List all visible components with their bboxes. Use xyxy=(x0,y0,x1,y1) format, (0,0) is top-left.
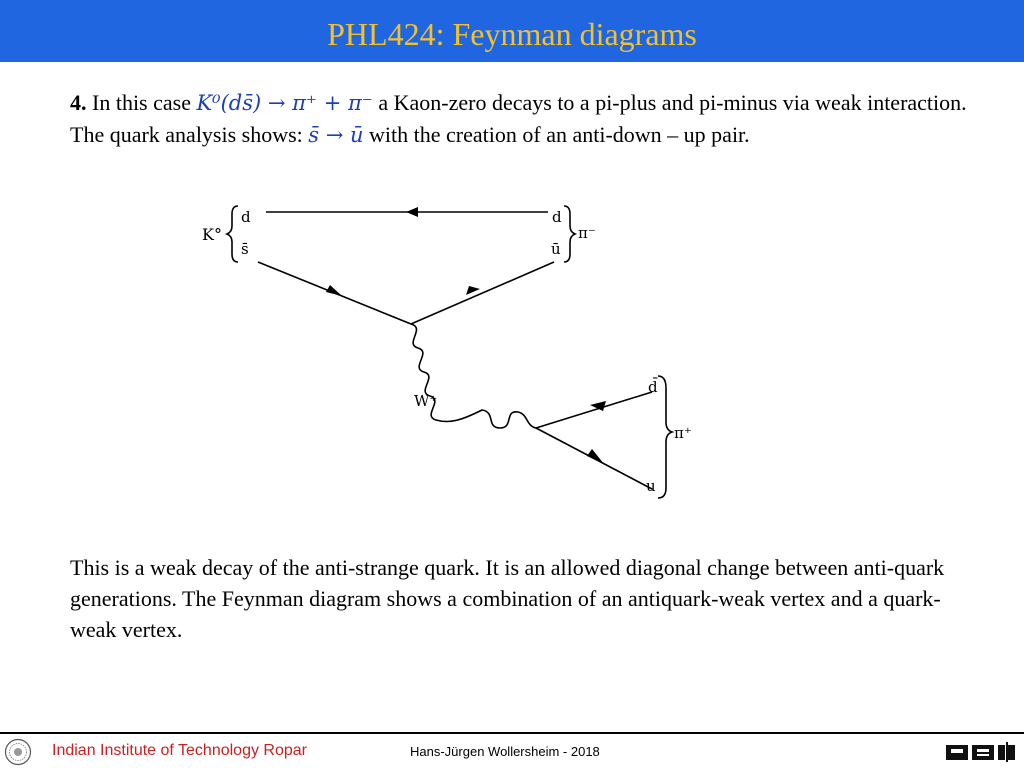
kaon-brace xyxy=(227,206,238,262)
gsi-logo xyxy=(946,742,1020,762)
arrow-u-quark xyxy=(587,449,604,464)
pi-minus-quark-d: d xyxy=(552,208,562,226)
pi-minus-quark-u-bar: ū xyxy=(551,240,561,258)
problem-intro: In this case xyxy=(86,90,197,115)
arrow-u-bar xyxy=(466,286,480,295)
arrow-d-quark xyxy=(406,207,418,217)
pi-plus-quark-d-bar: d̄ xyxy=(648,378,658,396)
d-bar-line xyxy=(536,392,652,428)
problem-paragraph xyxy=(70,87,970,151)
feynman-diagram xyxy=(196,196,716,506)
pi-plus-label: π⁺ xyxy=(674,424,692,442)
kaon-quark-s-bar: s̄ xyxy=(241,240,249,258)
problem-text-a: a Kaon-zero decays to a pi-plus and pi-minus via weak interaction. The quark analysis shows: xyxy=(70,90,967,147)
u-bar-line xyxy=(411,262,554,324)
arrow-s-bar xyxy=(326,285,342,296)
institute-name: Indian Institute of Technology Ropar xyxy=(52,742,307,759)
pi-plus-quark-u: u xyxy=(646,477,656,495)
pi-minus-label: π⁻ xyxy=(578,224,596,242)
kaon-label: K° xyxy=(202,225,222,244)
slide-title: PHL424: Feynman diagrams xyxy=(327,16,697,52)
iit-ropar-logo xyxy=(4,738,32,766)
kaon-quark-d: d xyxy=(241,208,251,226)
w-boson-line xyxy=(411,324,536,428)
problem-number: 4. xyxy=(70,90,87,115)
footer-divider xyxy=(0,732,1024,734)
problem-text-b: with the creation of an anti-down – up pair. xyxy=(363,122,750,147)
quark-change: s̄ → ū xyxy=(308,123,364,147)
author-credit: Hans-Jürgen Wollersheim - 2018 xyxy=(410,744,600,759)
pi-minus-brace xyxy=(564,206,575,262)
explanation-paragraph: This is a weak decay of the anti-strange quark. It is an allowed diagonal change between anti-quark generations. The Feynman diagram shows a combination of an antiquark-weak vertex and a quark-weak vertex. xyxy=(70,555,945,642)
w-boson-label: W⁺ xyxy=(414,392,438,410)
pi-plus-brace xyxy=(658,376,672,498)
decay-equation: K⁰(ds̄) → π⁺ + π⁻ xyxy=(196,91,373,115)
